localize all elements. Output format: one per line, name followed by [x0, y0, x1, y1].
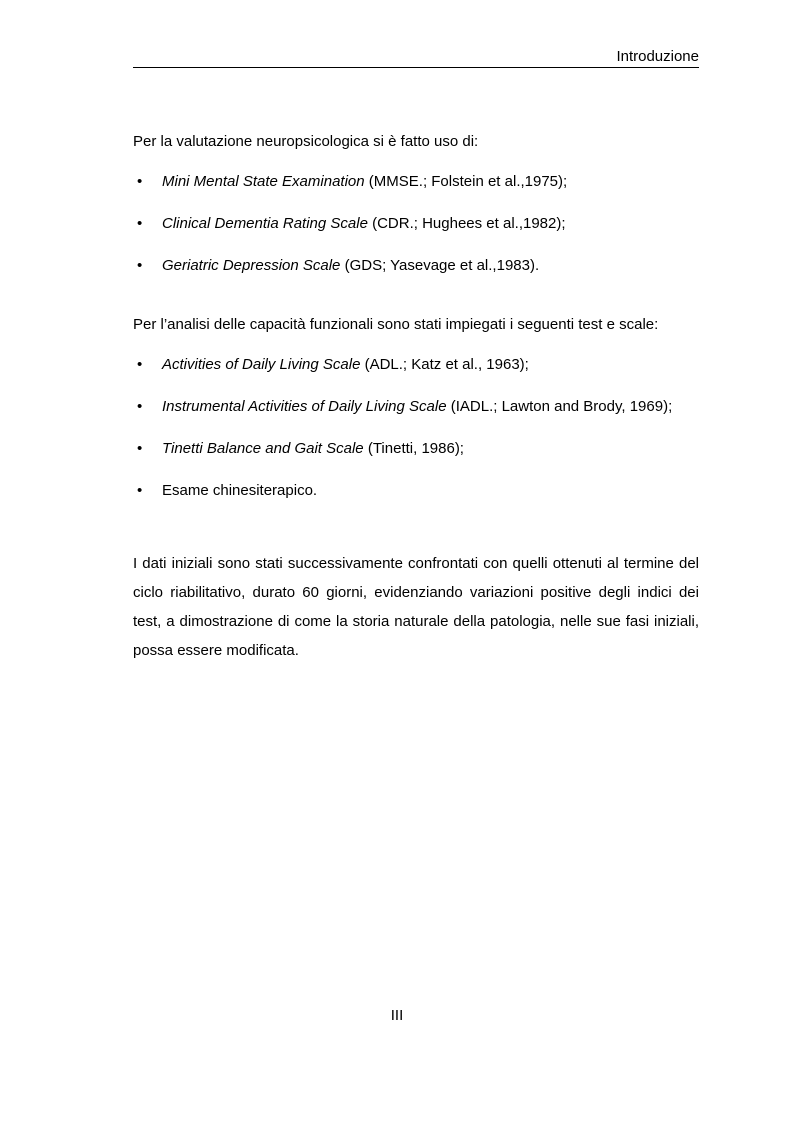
neuropsych-intro: Per la valutazione neuropsicologica si è fatto uso di:	[133, 133, 479, 150]
bullet-icon: •	[137, 440, 143, 457]
list-item	[133, 393, 699, 420]
test-title: Geriatric Depression Scale	[162, 257, 341, 274]
test-title: Instrumental Activities of Daily Living Scale	[162, 398, 447, 415]
list-item	[133, 210, 699, 237]
running-header	[133, 45, 699, 68]
functional-test-list	[133, 351, 699, 504]
test-title: Mini Mental State Examination	[162, 173, 365, 190]
test-detail: (ADL.; Katz et al., 1963);	[360, 356, 529, 373]
list-item	[133, 435, 699, 462]
page-number: III	[390, 1007, 404, 1024]
list-item	[133, 252, 699, 279]
closing-paragraph: I dati iniziali sono stati successivamente confrontati con quelli ottenuti al termine del ciclo riabilitativo, durato 60 giorni, evidenziando variazioni positive degli indici dei test, a dimostrazione di come la storia naturale della patologia, nelle sue fasi iniziali, possa essere modificata.	[133, 555, 699, 659]
neuropsych-test-list	[133, 168, 699, 279]
test-title: Tinetti Balance and Gait Scale	[162, 440, 364, 457]
test-title: Activities of Daily Living Scale	[162, 356, 361, 373]
test-detail: (Tinetti, 1986);	[363, 440, 464, 457]
list-item	[133, 477, 699, 504]
bullet-icon: •	[137, 482, 143, 499]
bullet-icon: •	[137, 356, 143, 373]
bullet-icon: •	[137, 398, 143, 415]
test-detail: (CDR.; Hughees et al.,1982);	[367, 215, 566, 232]
functional-intro: Per l’analisi delle capacità funzionali sono stati impiegati i seguenti test e scale:	[133, 316, 659, 333]
test-detail: Esame chinesiterapico.	[162, 482, 318, 499]
test-detail: (MMSE.; Folstein et al.,1975);	[364, 173, 568, 190]
spacer	[133, 294, 699, 314]
bullet-icon: •	[137, 215, 143, 232]
bullet-icon: •	[137, 257, 143, 274]
bullet-icon: •	[137, 173, 143, 190]
test-title: Clinical Dementia Rating Scale	[162, 215, 368, 232]
list-item	[133, 168, 699, 195]
test-detail: (GDS; Yasevage et al.,1983).	[340, 257, 540, 274]
test-detail: (IADL.; Lawton and Brody, 1969);	[446, 398, 673, 415]
header-title: Introduzione	[616, 48, 699, 65]
list-item	[133, 351, 699, 378]
page-content	[133, 131, 699, 665]
spacer	[133, 519, 699, 549]
